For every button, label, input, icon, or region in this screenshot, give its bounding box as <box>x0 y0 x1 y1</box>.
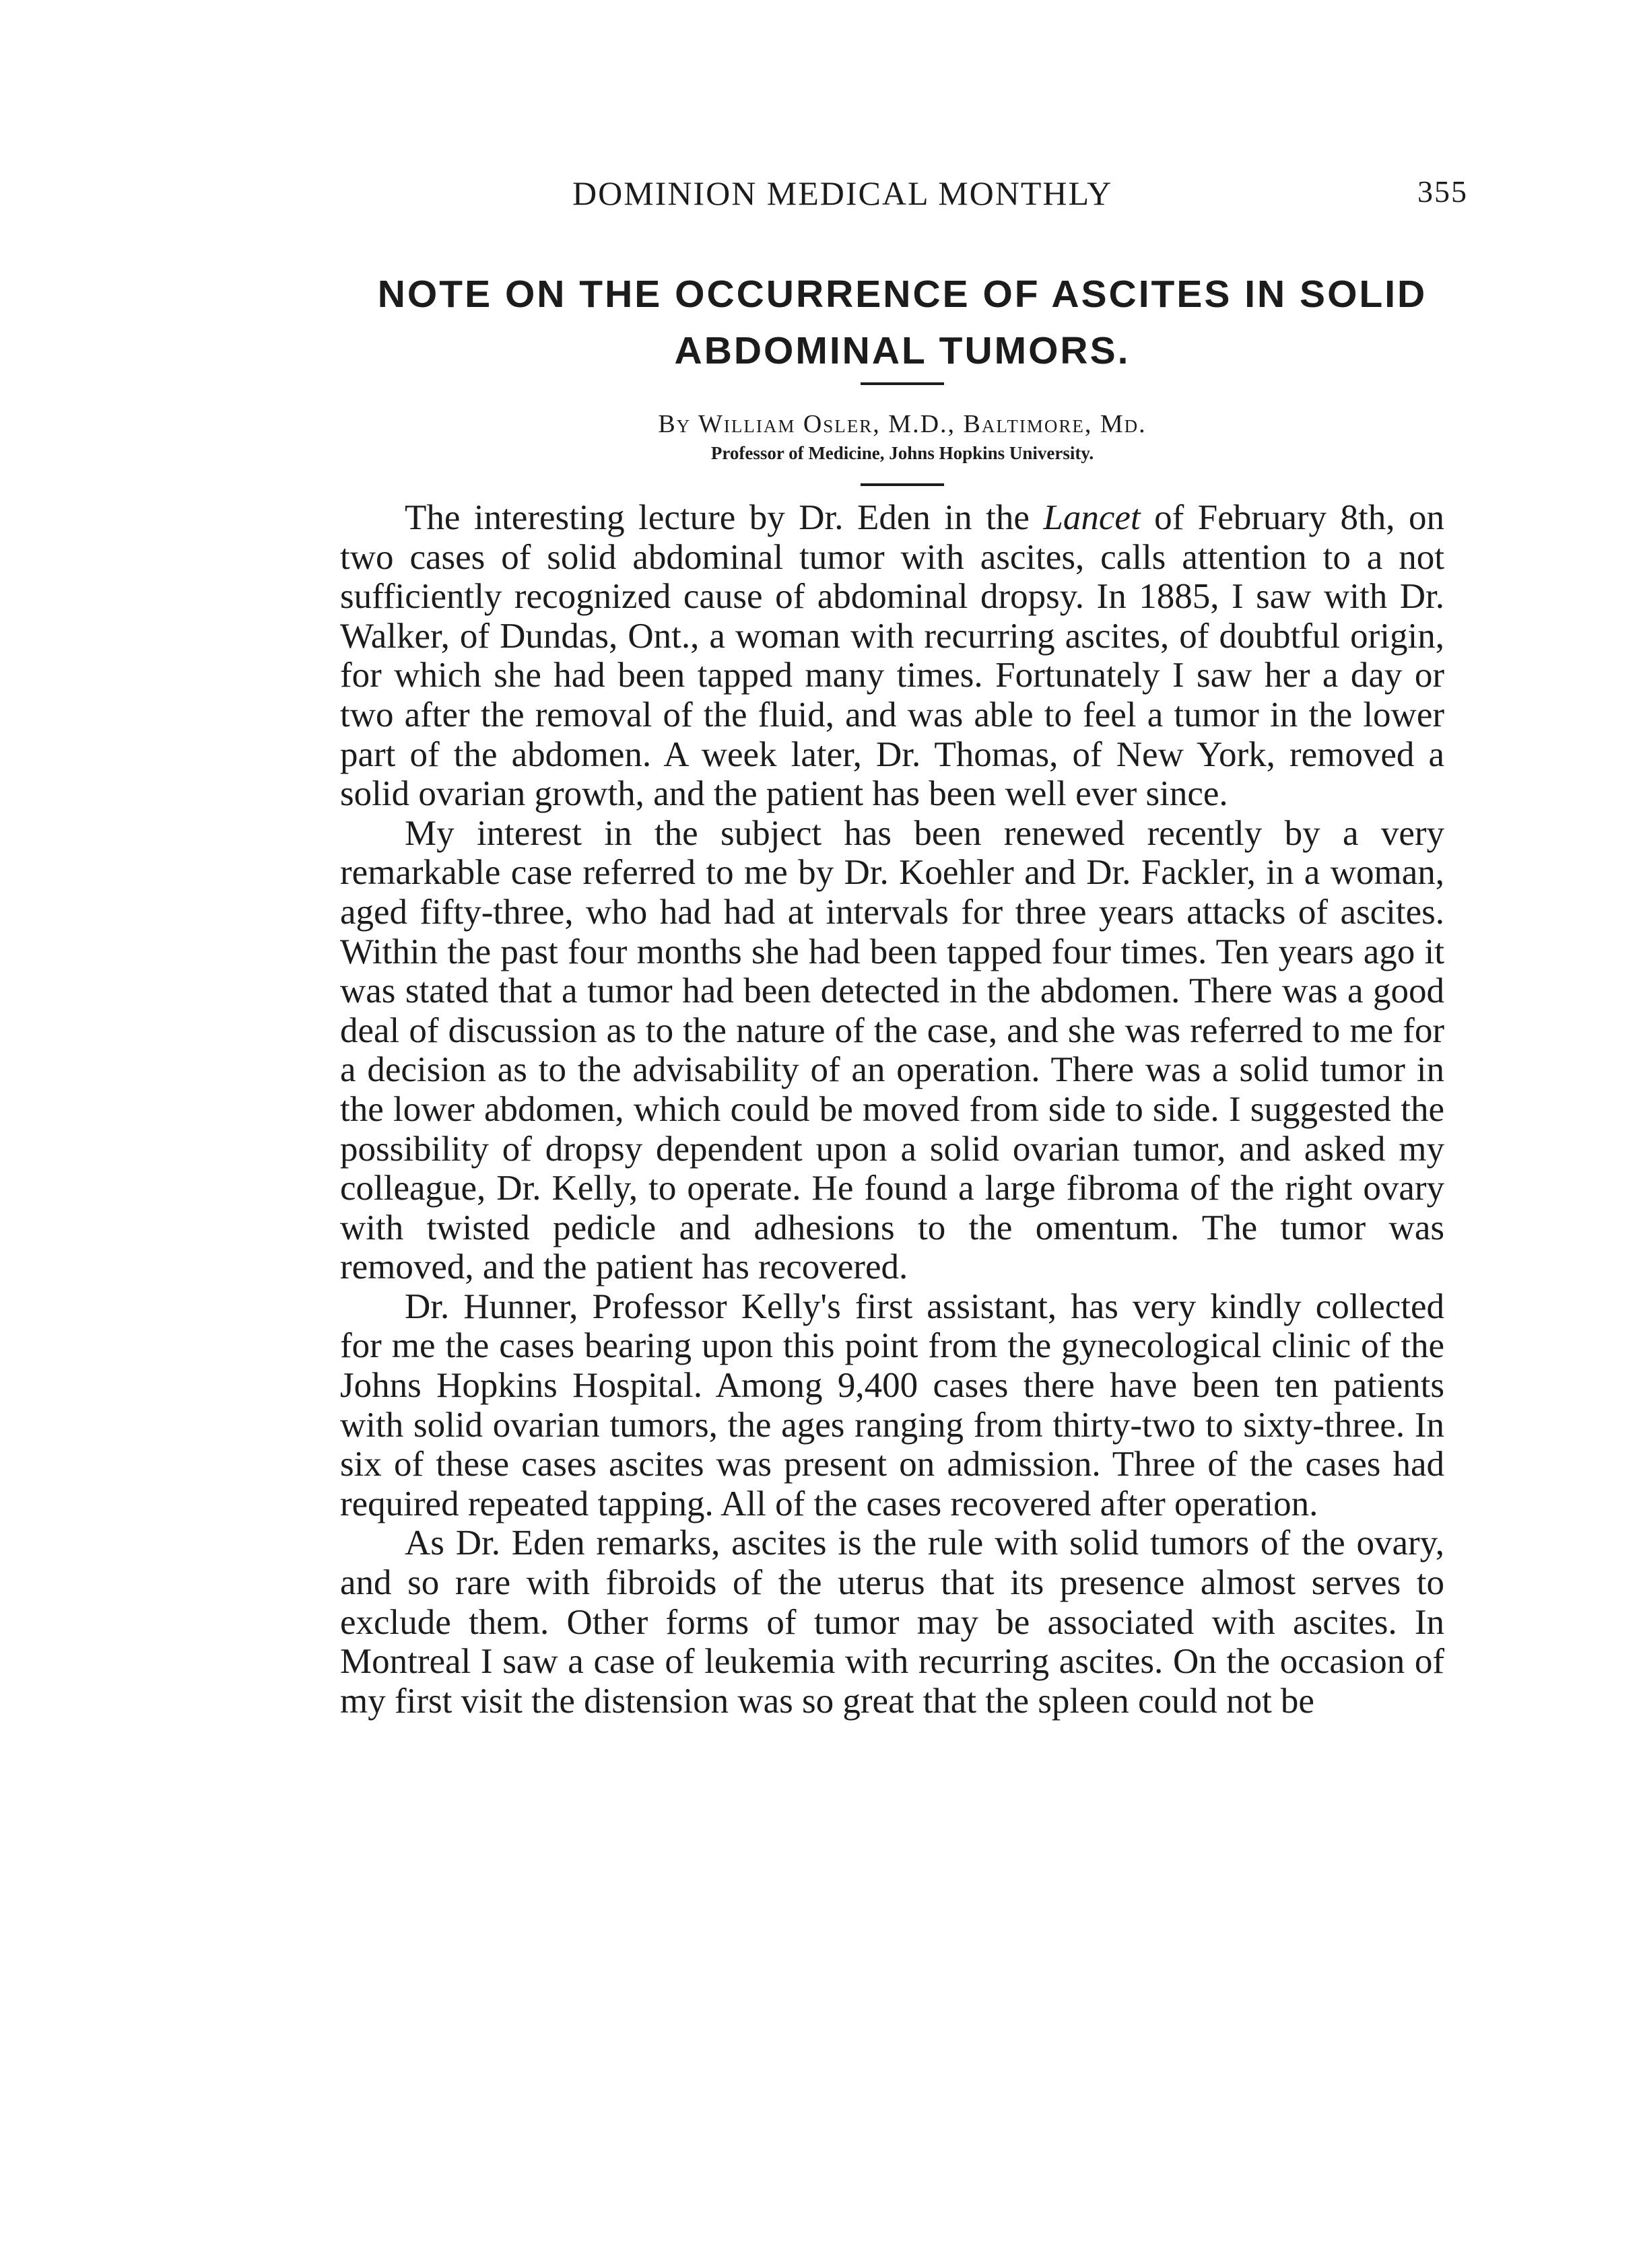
paragraph-1-text-end: of February 8th, on two cases of solid abdominal tumor with ascites, calls attention to a not sufficiently recognized cause of abdominal dropsy. In 1885, I saw with Dr. Walker, of Dundas, Ont., a woman with recurring ascites, of doubtful origin, for which she had been tapped many times. Fortunately I saw her a day or two after the removal of the fluid, and was able to feel a tumor in the lower part of the abdomen. A week later, Dr. Thomas, of New York, removed a solid ovarian growth, and the patient has been well ever since. <box>340 498 1444 814</box>
paragraph-1 <box>340 498 1444 814</box>
paragraph-1-text-start: The interesting lecture by Dr. Eden in the <box>405 498 1044 537</box>
paragraph-3: Dr. Hunner, Professor Kelly's first assistant, has very kindly collected for me the cases bearing upon this point from the gynecological clinic of the Johns Hopkins Hospital. Among 9,400 cases there have been ten patients with solid ovarian tumors, the ages ranging from thirty-two to sixty-three. In six of these cases ascites was present on admission. Three of the cases had required repeated tapping. All of the cases recovered after operation. <box>340 1286 1444 1523</box>
author-byline: By William Osler, M.D., Baltimore, Md. <box>658 410 1147 438</box>
author-affiliation: Professor of Medicine, Johns Hopkins University. <box>710 443 1094 463</box>
paragraph-2: My interest in the subject has been renewed recently by a very remarkable case referred to me by Dr. Koehler and Dr. Fackler, in a woman, aged fifty-three, who had had at intervals for three years attacks of ascites. Within the past four months she had been tapped four times. Ten years ago it was stated that a tumor had been detected in the abdomen. There was a good deal of discussion as to the nature of the case, and she was referred to me for a decision as to the advisability of an operation. There was a solid tumor in the lower abdomen, which could be moved from side to side. I suggested the possibility of dropsy dependent upon a solid ovarian tumor, and asked my colleague, Dr. Kelly, to operate. He found a large fibroma of the right ovary with twisted pedicle and adhesions to the omentum. The tumor was removed, and the patient has recovered. <box>340 813 1444 1287</box>
paragraph-4: As Dr. Eden remarks, ascites is the rule with solid tumors of the ovary, and so rare with fibroids of the uterus that its presence almost serves to exclude them. Other forms of tumor may be associated with ascites. In Montreal I saw a case of leukemia with recurring ascites. On the occasion of my first visit the distension was so great that the spleen could not be <box>340 1523 1444 1721</box>
journal-name: DOMINION MEDICAL MONTHLY <box>572 174 1113 212</box>
article-body <box>340 498 1444 1721</box>
title-divider <box>861 382 944 385</box>
byline-divider <box>861 483 944 486</box>
page-number: 355 <box>1417 174 1468 209</box>
cited-journal: Lancet <box>1043 498 1141 537</box>
running-head <box>552 174 1468 221</box>
article-title: NOTE ON THE OCCURRENCE OF ASCITES IN SOLID ABDOMINAL TUMORS. <box>377 273 1428 372</box>
